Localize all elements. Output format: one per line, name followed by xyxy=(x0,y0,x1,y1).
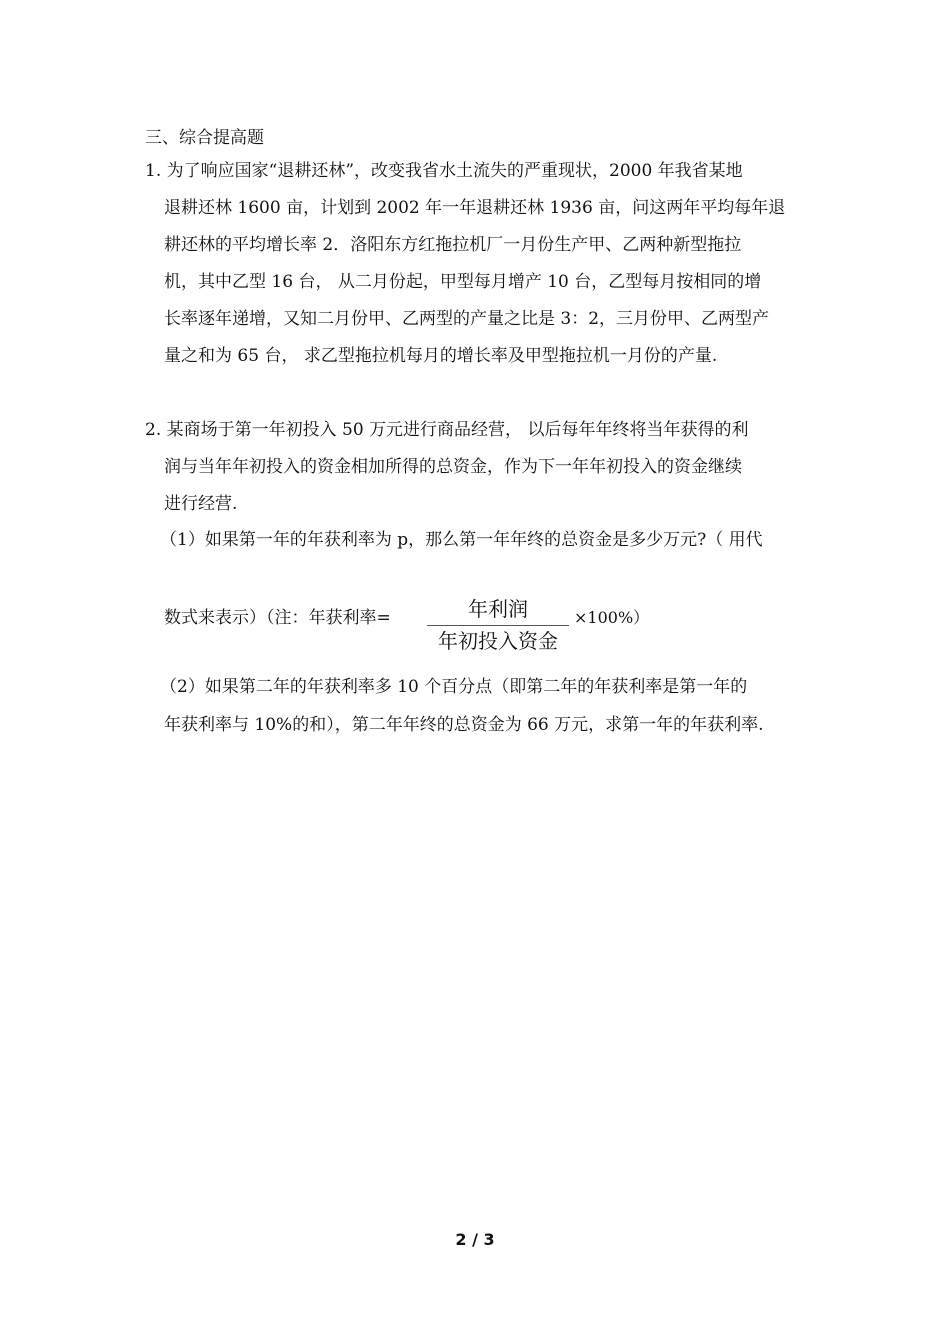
question-1-line: 机，其中乙型 16 台， 从二月份起，甲型每月增产 10 台，乙型每月按相同的增 xyxy=(164,272,762,292)
question-1-line: 耕还林的平均增长率 2．洛阳东方红拖拉机厂一月份生产甲、乙两种新型拖拉 xyxy=(164,235,742,255)
question-1-line: 长率逐年递增，又知二月份甲、乙两型的产量之比是 3：2，三月份甲、乙两型产 xyxy=(164,309,770,329)
formula-prefix: 数式来表示）（注：年获利率= xyxy=(164,608,391,628)
question-2-line: 进行经营. xyxy=(164,494,238,514)
question-2-line: 2. 某商场于第一年初投入 50 万元进行商品经营， 以后每年年终将当年获得的利 xyxy=(145,420,749,440)
question-1-line: 1. 为了响应国家“退耕还林”，改变我省水土流失的严重现状，2000 年我省某地 xyxy=(145,161,743,181)
question-1-line: 退耕还林 1600 亩，计划到 2002 年一年退耕还林 1936 亩，问这两年平均每年退 xyxy=(164,198,786,218)
section-title: 三、综合提高题 xyxy=(145,128,264,148)
fraction-numerator: 年利润 xyxy=(468,597,528,621)
formula-suffix: ×100%） xyxy=(574,608,650,627)
question-2-part-1: （1）如果第一年的年获利率为 p，那么第一年年终的总资金是多少万元?（ 用代 xyxy=(160,530,763,550)
page-number: 2 / 3 xyxy=(455,1230,495,1249)
question-2-part-2: 年获利率与 10%的和），第二年年终的总资金为 66 万元，求第一年的年获利率. xyxy=(164,715,764,735)
fraction-denominator: 年初投入资金 xyxy=(438,629,558,653)
question-2-line: 润与当年年初投入的资金相加所得的总资金，作为下一年年初投入的资金继续 xyxy=(164,457,742,477)
question-1-line: 量之和为 65 台， 求乙型拖拉机每月的增长率及甲型拖拉机一月份的产量. xyxy=(164,346,718,366)
fraction-bar xyxy=(427,625,569,626)
question-2-part-2: （2）如果第二年的年获利率多 10 个百分点（即第二年的年获利率是第一年的 xyxy=(160,677,748,697)
profit-rate-fraction xyxy=(427,592,569,658)
